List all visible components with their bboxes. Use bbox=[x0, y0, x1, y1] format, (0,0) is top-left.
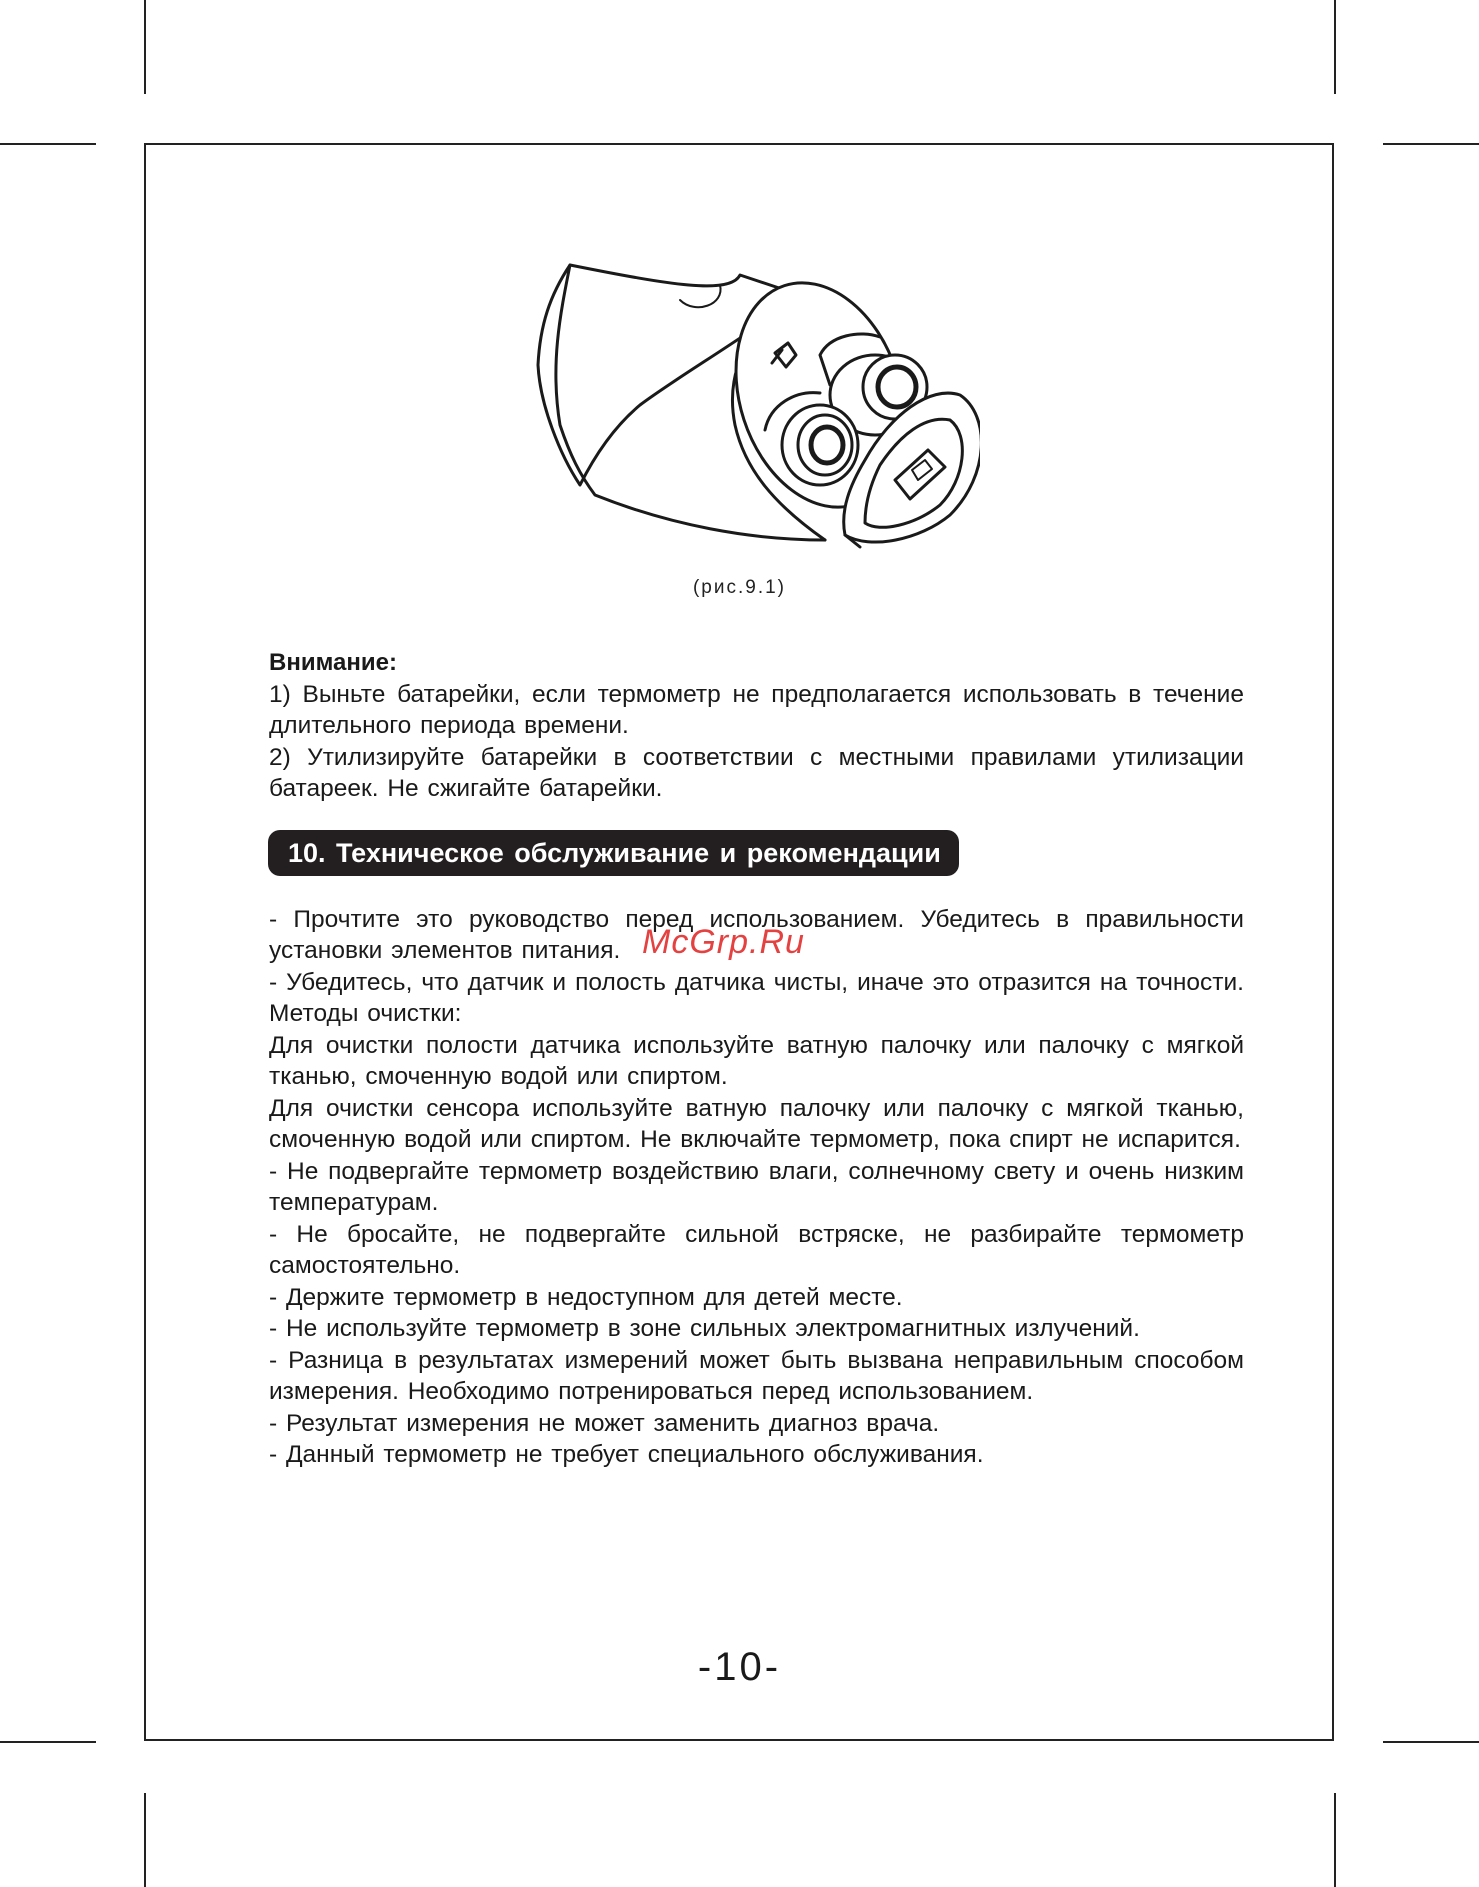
crop-mark bbox=[0, 143, 96, 145]
page-content bbox=[269, 647, 1244, 1471]
section-paragraph: - Результат измерения не может заменить диагноз врача. bbox=[269, 1409, 940, 1437]
note-item: 1) Выньте батарейки, если термометр не предполагается использовать в течение длительного периода времени. bbox=[269, 680, 1244, 739]
crop-mark bbox=[144, 0, 146, 94]
crop-mark bbox=[1334, 0, 1336, 94]
crop-mark bbox=[0, 1741, 96, 1743]
section-paragraph: - Разница в результатах измерений может быть вызвана неправильным способом измерения. Необходимо потренироваться перед использованием. bbox=[269, 1346, 1244, 1405]
section-heading: 10. Техническое обслуживание и рекомендации bbox=[268, 830, 959, 876]
watermark: McGrp.Ru bbox=[642, 923, 805, 961]
crop-mark bbox=[1383, 1741, 1479, 1743]
thermometer-battery-compartment-illustration bbox=[520, 255, 980, 555]
note-title: Внимание: bbox=[269, 649, 397, 676]
section-paragraph: - Не используйте термометр в зоне сильных электромагнитных излучений. bbox=[269, 1315, 1140, 1342]
section-paragraph: - Держите термометр в недоступном для детей месте. bbox=[269, 1283, 903, 1311]
figure-caption: (рис.9.1) bbox=[692, 577, 787, 598]
section-paragraph: - Убедитесь, что датчик и полость датчика чисты, иначе это отразится на точности. Методы очистки: bbox=[269, 968, 1244, 1027]
note-item: 2) Утилизируйте батарейки в соответствии с местными правилами утилизации батареек. Не сжигайте батарейки. bbox=[269, 743, 1244, 802]
page-number: -10- bbox=[697, 1645, 782, 1689]
section-paragraph: Для очистки полости датчика используйте ватную палочку или палочку с мягкой тканью, смоченную водой или спиртом. bbox=[269, 1031, 1244, 1090]
crop-mark bbox=[144, 1793, 146, 1887]
crop-mark bbox=[1383, 143, 1479, 145]
section-paragraph: Для очистки сенсора используйте ватную палочку или палочку с мягкой тканью, смоченную водой или спиртом. Не включайте термометр, пока спирт не испарится. bbox=[269, 1094, 1244, 1153]
section-paragraph: - Не бросайте, не подвергайте сильной встряске, не разбирайте термометр самостоятельно. bbox=[269, 1220, 1244, 1279]
section-paragraph: - Прочтите это руководство перед использованием. Убедитесь в правильности установки элементов питания. bbox=[269, 905, 1244, 964]
crop-mark bbox=[1334, 1793, 1336, 1887]
section-paragraph: - Данный термометр не требует специального обслуживания. bbox=[269, 1441, 984, 1468]
section-paragraph: - Не подвергайте термометр воздействию влаги, солнечному свету и очень низким температурам. bbox=[269, 1157, 1244, 1216]
